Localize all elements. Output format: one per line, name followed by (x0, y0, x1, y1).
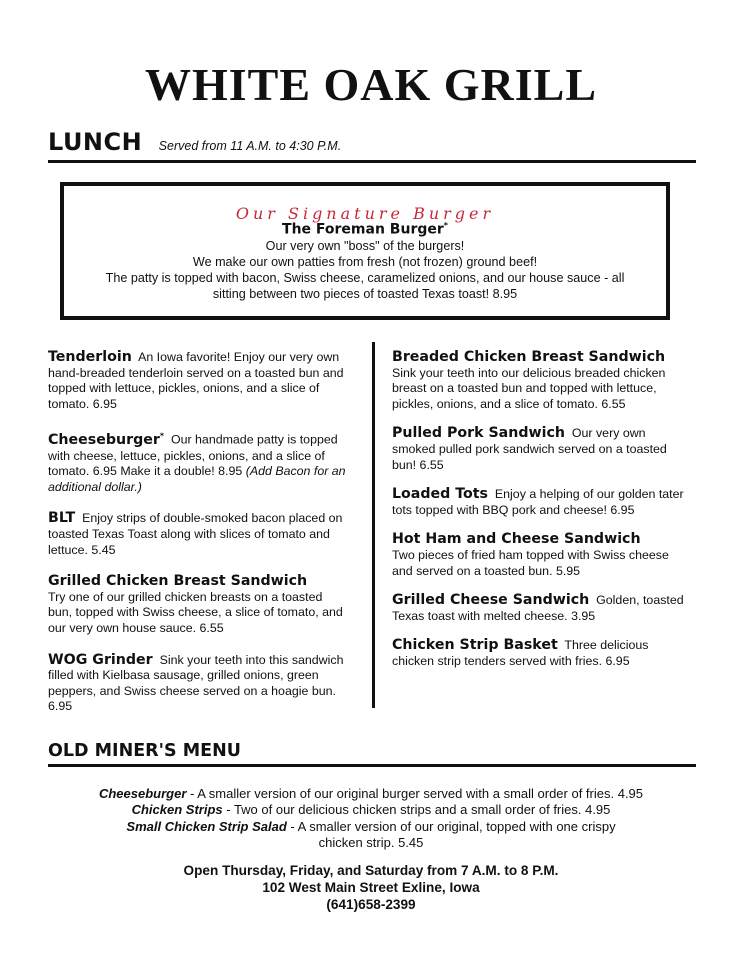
miners-item-desc: - A smaller version of our original, topped with one crispy chicken strip. 5.45 (286, 818, 616, 851)
signature-line-2: We make our own patties from fresh (not frozen) ground beef! (192, 254, 538, 269)
menu-item-desc: Sink your teeth into this sandwich filled with Kielbasa sausage, grilled onions, green peppers, and Swiss cheese served on a hoagie bun. 6.95 (48, 652, 344, 714)
old-miners-menu-list (0, 786, 742, 852)
menu-item (48, 574, 346, 636)
menu-item-desc: Try one of our grilled chicken breasts on a toasted bun, topped with Swiss cheese, a slice of tomato, and our very own house sauce. 6.55 (48, 589, 343, 636)
menu-item (392, 487, 690, 518)
menu-item-name: Breaded Chicken Breast Sandwich (392, 349, 666, 365)
menu-column-right (392, 350, 690, 682)
opening-hours: Open Thursday, Friday, and Saturday from 7 A.M. to 8 P.M. (183, 863, 559, 878)
menu-item-desc: Our handmade patty is topped with cheese, lettuce, pickles, onions, and a slice of tomato. 6.95 Make it a double! 8.95 (48, 433, 338, 479)
restaurant-name: WHITE OAK GRILL (144, 59, 598, 110)
menu-item-name: Grilled Chicken Breast Sandwich (48, 573, 308, 590)
menu-item-desc: Two pieces of fried ham topped with Swiss cheese and served on a toasted bun. 5.95 (392, 547, 669, 578)
column-divider (372, 342, 375, 708)
lunch-rule (48, 160, 696, 163)
old-miners-menu-title: OLD MINER'S MENU (48, 741, 241, 761)
menu-item-mark: * (159, 431, 165, 441)
menu-item-name: Loaded Tots (392, 486, 488, 503)
menu-item (392, 426, 690, 473)
signature-burger-name (64, 221, 666, 238)
menu-item-name: BLT (48, 510, 76, 527)
signature-script-title: Our Signature Burger (235, 204, 495, 223)
menu-item-desc: Sink your teeth into our delicious breaded chicken breast on a toasted bun and topped with lettuce, pickles, onions, and a slice of tomato. 6.55 (392, 365, 666, 411)
miners-item (111, 819, 631, 852)
menu-item-name: Hot Ham and Cheese Sandwich (392, 531, 641, 548)
menu-item-name: Pulled Pork Sandwich (392, 425, 565, 442)
menu-item-name (48, 432, 164, 448)
menu-item (392, 638, 690, 669)
menu-item (48, 511, 346, 558)
old-miners-rule (48, 764, 696, 767)
menu-item-desc: Enjoy strips of double-smoked bacon placed on toasted Texas Toast along with slices of tomato and lettuce. 5.45 (48, 511, 343, 557)
menu-item-desc: Our very own smoked pulled pork sandwich served on a toasted bun! 6.55 (392, 426, 667, 472)
menu-item-name: Grilled Cheese Sandwich (392, 592, 590, 609)
miners-item-name: Chicken Strips (131, 802, 223, 818)
menu-item-desc: Golden, toasted Texas toast with melted cheese. 3.95 (392, 593, 684, 623)
menu-item-name-text: Cheeseburger (48, 432, 160, 449)
signature-mark: * (443, 221, 448, 230)
menu-item-desc: Enjoy a helping of our golden tater tots topped with BBQ pork and cheese! 6.95 (392, 487, 684, 517)
signature-burger-title: The Foreman Burger (282, 221, 444, 238)
menu-item (48, 653, 346, 715)
miners-item-desc: - Two of our delicious chicken strips and a small order of fries. 4.95 (222, 802, 611, 818)
signature-burger-box (60, 182, 670, 320)
lunch-header (48, 128, 341, 156)
signature-line-3: The patty is topped with bacon, Swiss cheese, caramelized onions, and our house sauce - all (105, 270, 625, 285)
phone-number: (641)658-2399 (326, 897, 416, 912)
lunch-label: LUNCH (48, 128, 143, 156)
menu-item-desc: An Iowa favorite! Enjoy our very own hand-breaded tenderloin served on a toasted bun and topped with lettuce, pickles, onions, and a slice of tomato. 6.95 (48, 350, 344, 411)
menu-item-addon: (Add Bacon for an additional dollar.) (48, 464, 346, 494)
menu-item (48, 350, 346, 412)
menu-item (392, 532, 690, 579)
miners-item-desc: - A smaller version of our original burger served with a small order of fries. 4.95 (186, 786, 644, 801)
signature-line-1: Our very own "boss" of the burgers! (265, 238, 465, 253)
menu-item (392, 350, 690, 412)
restaurant-info (0, 862, 742, 913)
menu-column-left (48, 350, 346, 727)
menu-item-name: Tenderloin (48, 349, 132, 365)
menu-item-name: WOG Grinder (48, 651, 153, 668)
address: 102 West Main Street Exline, Iowa (262, 880, 480, 895)
signature-line-4: sitting between two pieces of toasted Texas toast! 8.95 (212, 286, 518, 301)
miners-item (0, 802, 742, 818)
menu-item-desc: Three delicious chicken strip tenders served with fries. 6.95 (392, 638, 649, 668)
menu-item (392, 593, 690, 624)
miners-item-name: Cheeseburger (98, 786, 187, 801)
served-hours: Served from 11 A.M. to 4:30 P.M. (158, 139, 342, 153)
menu-item (48, 428, 346, 495)
miners-item-name: Small Chicken Strip Salad (126, 818, 287, 834)
miners-item (0, 786, 742, 802)
menu-item-name: Chicken Strip Basket (392, 637, 558, 654)
